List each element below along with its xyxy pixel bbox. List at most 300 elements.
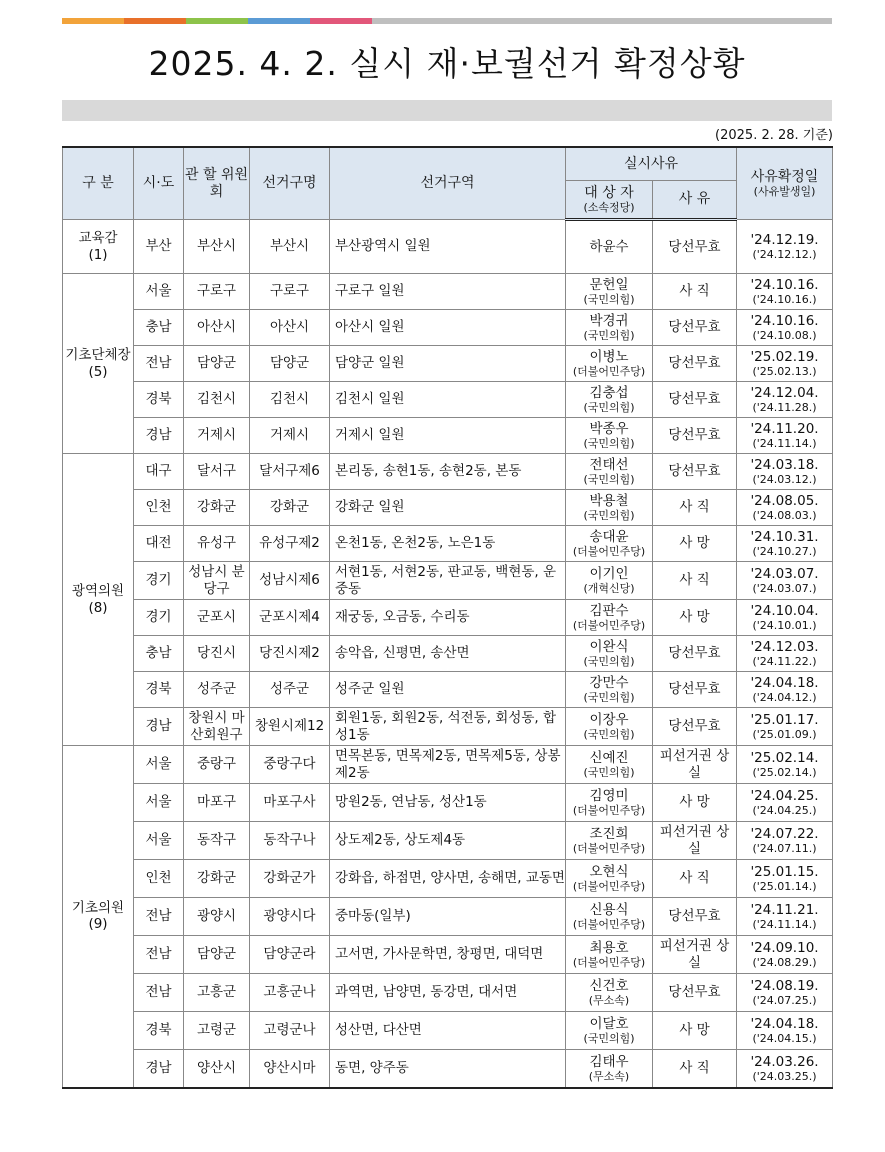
district-name-cell: 창원시제12: [250, 708, 330, 746]
committee-cell: 달서구: [184, 454, 250, 490]
target-name: 오현식: [589, 863, 629, 880]
header-target-sub: (소속정당): [583, 201, 635, 215]
confirm-date: '24.10.31.: [750, 528, 819, 545]
occur-date: ('24.04.12.): [752, 691, 817, 704]
confirm-date: '24.08.05.: [750, 492, 819, 509]
committee-cell: 고흥군: [184, 974, 250, 1012]
table-row: [63, 454, 833, 490]
district-area-cell: 강화읍, 하점면, 양사면, 송해면, 교동면: [330, 860, 566, 898]
target-cell: [566, 274, 653, 310]
sido-cell: 인천: [134, 490, 184, 526]
sido-cell: 서울: [134, 822, 184, 860]
confirm-date: '24.10.04.: [750, 602, 819, 619]
target-party: (국민의힘): [583, 766, 635, 779]
district-name-cell: 동작구나: [250, 822, 330, 860]
target-party: (국민의힘): [583, 293, 635, 306]
district-area-cell: 온천1동, 온천2동, 노은1동: [330, 526, 566, 562]
committee-cell: 고령군: [184, 1012, 250, 1050]
header-date: [737, 147, 833, 220]
confirm-date: '25.02.14.: [750, 749, 819, 766]
table-row: [63, 310, 833, 346]
stripe-segment: [186, 18, 248, 24]
reason-cell: 당선무효: [653, 382, 737, 418]
district-area-cell: 구로구 일원: [330, 274, 566, 310]
target-party: (더불어민주당): [572, 619, 646, 632]
committee-cell: 성남시 분당구: [184, 562, 250, 600]
target-cell: [566, 822, 653, 860]
base-date: (2025. 2. 28. 기준): [715, 128, 833, 143]
group-cell: [63, 220, 134, 274]
reason-cell: 사 직: [653, 274, 737, 310]
date-cell: [737, 860, 833, 898]
table-row: [63, 220, 833, 274]
date-cell: [737, 310, 833, 346]
confirm-date: '24.04.18.: [750, 1015, 819, 1032]
sido-cell: 충남: [134, 636, 184, 672]
district-name-cell: 고령군나: [250, 1012, 330, 1050]
district-area-cell: 성주군 일원: [330, 672, 566, 708]
date-cell: [737, 898, 833, 936]
district-name-cell: 광양시다: [250, 898, 330, 936]
date-cell: [737, 746, 833, 784]
reason-cell: 당선무효: [653, 898, 737, 936]
target-party: (국민의힘): [583, 509, 635, 522]
target-cell: [566, 382, 653, 418]
target-name: 이장우: [589, 711, 629, 728]
sido-cell: 경남: [134, 708, 184, 746]
sido-cell: 서울: [134, 274, 184, 310]
district-name-cell: 강화군가: [250, 860, 330, 898]
sido-cell: 부산: [134, 220, 184, 274]
occur-date: ('25.02.14.): [752, 766, 817, 779]
divider-bar: [62, 100, 832, 121]
reason-cell: 사 망: [653, 1012, 737, 1050]
group-cell: [63, 274, 134, 454]
reason-cell: 사 직: [653, 490, 737, 526]
header-target-label: 대 상 자: [584, 184, 634, 201]
header-reason: 사 유: [653, 181, 737, 220]
table-row: [63, 974, 833, 1012]
district-area-cell: 상도제2동, 상도제4동: [330, 822, 566, 860]
district-name-cell: 담양군: [250, 346, 330, 382]
reason-cell: 당선무효: [653, 418, 737, 454]
reason-cell: 당선무효: [653, 672, 737, 708]
occur-date: ('24.11.22.): [752, 655, 817, 668]
confirm-date: '24.09.10.: [750, 939, 819, 956]
confirm-date: '24.11.21.: [750, 901, 819, 918]
target-party: (무소속): [588, 994, 630, 1007]
target-cell: [566, 600, 653, 636]
page-title: 2025. 4. 2. 실시 재·보궐선거 확정상황: [148, 44, 746, 83]
confirm-date: '24.12.19.: [750, 231, 819, 248]
district-area-cell: 아산시 일원: [330, 310, 566, 346]
target-cell: [566, 974, 653, 1012]
reason-cell: 사 직: [653, 1050, 737, 1088]
target-party: (더불어민주당): [572, 804, 646, 817]
committee-cell: 담양군: [184, 346, 250, 382]
sido-cell: 전남: [134, 898, 184, 936]
reason-cell: 당선무효: [653, 346, 737, 382]
sido-cell: 경북: [134, 672, 184, 708]
target-party: (더불어민주당): [572, 365, 646, 378]
group-cell: [63, 746, 134, 1088]
target-name: 신용식: [589, 901, 629, 918]
reason-cell: 피선거권 상 실: [653, 936, 737, 974]
table-row: [63, 936, 833, 974]
occur-date: ('25.01.09.): [752, 728, 817, 741]
confirm-date: '24.10.16.: [750, 312, 819, 329]
header-date-label: 사유확정일: [750, 168, 819, 185]
group-count: (5): [88, 363, 108, 380]
committee-cell: 성주군: [184, 672, 250, 708]
target-name: 강만수: [589, 674, 629, 691]
group-count: (8): [88, 599, 108, 616]
confirm-date: '24.07.22.: [750, 825, 819, 842]
sido-cell: 경기: [134, 600, 184, 636]
committee-cell: 동작구: [184, 822, 250, 860]
table-row: [63, 346, 833, 382]
reason-cell: 피선거권 상 실: [653, 746, 737, 784]
district-area-cell: 면목본동, 면목제2동, 면목제5동, 상봉제2동: [330, 746, 566, 784]
district-name-cell: 김천시: [250, 382, 330, 418]
target-name: 김영미: [589, 787, 629, 804]
reason-cell: 당선무효: [653, 708, 737, 746]
target-name: 전태선: [589, 456, 629, 473]
reason-cell: 당선무효: [653, 636, 737, 672]
target-party: (개혁신당): [583, 582, 635, 595]
district-name-cell: 마포구사: [250, 784, 330, 822]
date-cell: [737, 220, 833, 274]
district-name-cell: 아산시: [250, 310, 330, 346]
district-area-cell: 동면, 양주동: [330, 1050, 566, 1088]
occur-date: ('24.10.27.): [752, 545, 817, 558]
confirm-date: '24.11.20.: [750, 420, 819, 437]
target-name: 문헌일: [589, 276, 629, 293]
sido-cell: 인천: [134, 860, 184, 898]
date-cell: [737, 526, 833, 562]
target-name: 하윤수: [589, 238, 629, 255]
date-cell: [737, 708, 833, 746]
sido-cell: 경기: [134, 562, 184, 600]
committee-cell: 중랑구: [184, 746, 250, 784]
confirm-date: '24.12.04.: [750, 384, 819, 401]
confirm-date: '24.12.03.: [750, 638, 819, 655]
reason-cell: 사 망: [653, 526, 737, 562]
date-cell: [737, 490, 833, 526]
district-area-cell: 회원1동, 회원2동, 석전동, 회성동, 합성1동: [330, 708, 566, 746]
date-cell: [737, 822, 833, 860]
committee-cell: 유성구: [184, 526, 250, 562]
reason-cell: 당선무효: [653, 454, 737, 490]
confirm-date: '24.03.07.: [750, 565, 819, 582]
target-name: 박용철: [589, 492, 629, 509]
target-name: 이병노: [589, 348, 629, 365]
occur-date: ('25.02.13.): [752, 365, 817, 378]
header-target: [566, 181, 653, 220]
group-label: 광역의원: [71, 583, 125, 600]
date-cell: [737, 974, 833, 1012]
target-name: 김충섭: [589, 384, 629, 401]
sido-cell: 충남: [134, 310, 184, 346]
group-label: 기초의원: [71, 900, 125, 917]
district-area-cell: 고서면, 가사문학면, 창평면, 대덕면: [330, 936, 566, 974]
target-party: (국민의힘): [583, 401, 635, 414]
committee-cell: 마포구: [184, 784, 250, 822]
committee-cell: 부산시: [184, 220, 250, 274]
confirm-date: '24.04.18.: [750, 674, 819, 691]
district-name-cell: 중랑구다: [250, 746, 330, 784]
stripe-segment: [62, 18, 124, 24]
occur-date: ('24.10.16.): [752, 293, 817, 306]
occur-date: ('24.03.07.): [752, 582, 817, 595]
district-name-cell: 군포시제4: [250, 600, 330, 636]
date-cell: [737, 784, 833, 822]
district-name-cell: 부산시: [250, 220, 330, 274]
target-cell: [566, 1012, 653, 1050]
committee-cell: 강화군: [184, 490, 250, 526]
occur-date: ('24.12.12.): [752, 248, 817, 261]
target-party: (국민의힘): [583, 329, 635, 342]
header-district-area: 선거구역: [330, 147, 566, 220]
sido-cell: 전남: [134, 974, 184, 1012]
occur-date: ('24.07.11.): [752, 842, 817, 855]
sido-cell: 전남: [134, 936, 184, 974]
target-cell: [566, 708, 653, 746]
header-date-sub: (사유발생일): [753, 185, 816, 199]
occur-date: ('24.04.15.): [752, 1032, 817, 1045]
target-party: (무소속): [588, 1069, 630, 1083]
table-row: [63, 1012, 833, 1050]
sido-cell: 서울: [134, 746, 184, 784]
table-row: [63, 784, 833, 822]
district-area-cell: 재궁동, 오금동, 수리동: [330, 600, 566, 636]
district-area-cell: 망원2동, 연남동, 성산1동: [330, 784, 566, 822]
target-name: 조진희: [589, 825, 629, 842]
date-cell: [737, 672, 833, 708]
date-cell: [737, 636, 833, 672]
table-row: [63, 672, 833, 708]
target-name: 신건호: [589, 977, 629, 994]
target-cell: [566, 346, 653, 382]
district-name-cell: 담양군라: [250, 936, 330, 974]
sido-cell: 경북: [134, 1012, 184, 1050]
header-committee: 관 할 위원회: [184, 147, 250, 220]
target-name: 신예진: [589, 749, 629, 766]
target-name: 김태우: [589, 1053, 629, 1070]
table-row: [63, 708, 833, 746]
election-table: [62, 146, 833, 1089]
target-cell: [566, 784, 653, 822]
target-party: (더불어민주당): [572, 918, 646, 931]
target-cell: [566, 898, 653, 936]
district-area-cell: 서현1동, 서현2동, 판교동, 백현동, 운중동: [330, 562, 566, 600]
header-district-name: 선거구명: [250, 147, 330, 220]
sido-cell: 대구: [134, 454, 184, 490]
sido-cell: 서울: [134, 784, 184, 822]
table-row: [63, 822, 833, 860]
district-name-cell: 당진시제2: [250, 636, 330, 672]
occur-date: ('24.10.01.): [752, 619, 817, 632]
date-cell: [737, 600, 833, 636]
reason-cell: 사 망: [653, 600, 737, 636]
target-cell: [566, 936, 653, 974]
district-area-cell: 담양군 일원: [330, 346, 566, 382]
target-name: 송대윤: [589, 528, 629, 545]
sido-cell: 경남: [134, 418, 184, 454]
district-name-cell: 달서구제6: [250, 454, 330, 490]
district-name-cell: 고흥군나: [250, 974, 330, 1012]
sido-cell: 경남: [134, 1050, 184, 1088]
reason-cell: 당선무효: [653, 310, 737, 346]
occur-date: ('24.03.12.): [752, 473, 817, 486]
reason-cell: 사 직: [653, 860, 737, 898]
confirm-date: '24.08.19.: [750, 977, 819, 994]
occur-date: ('24.08.03.): [752, 509, 817, 522]
district-area-cell: 본리동, 송현1동, 송현2동, 본동: [330, 454, 566, 490]
occur-date: ('24.04.25.): [752, 804, 817, 817]
committee-cell: 김천시: [184, 382, 250, 418]
table-row: [63, 860, 833, 898]
target-party: (국민의힘): [583, 437, 635, 450]
reason-cell: 당선무효: [653, 974, 737, 1012]
district-area-cell: 과역면, 남양면, 동강면, 대서면: [330, 974, 566, 1012]
confirm-date: '25.01.17.: [750, 711, 819, 728]
occur-date: ('24.11.14.): [752, 437, 817, 450]
target-party: (국민의힘): [583, 1032, 635, 1045]
confirm-date: '24.04.25.: [750, 787, 819, 804]
table-row: [63, 382, 833, 418]
group-count: (9): [88, 916, 108, 933]
confirm-date: '25.01.15.: [750, 863, 819, 880]
district-name-cell: 성주군: [250, 672, 330, 708]
target-party: (더불어민주당): [572, 545, 646, 558]
date-cell: [737, 936, 833, 974]
district-area-cell: 중마동(일부): [330, 898, 566, 936]
reason-cell: 사 망: [653, 784, 737, 822]
target-party: (국민의힘): [583, 728, 635, 741]
target-cell: [566, 220, 653, 274]
committee-cell: 광양시: [184, 898, 250, 936]
confirm-date: '24.03.26.: [750, 1053, 819, 1070]
header-reason-group: 실시사유: [566, 147, 737, 181]
district-name-cell: 거제시: [250, 418, 330, 454]
date-cell: [737, 562, 833, 600]
occur-date: ('24.07.25.): [752, 994, 817, 1007]
table-row: [63, 746, 833, 784]
district-area-cell: 송악읍, 신평면, 송산면: [330, 636, 566, 672]
group-cell: [63, 454, 134, 746]
sido-cell: 전남: [134, 346, 184, 382]
district-area-cell: 부산광역시 일원: [330, 220, 566, 274]
district-area-cell: 김천시 일원: [330, 382, 566, 418]
committee-cell: 창원시 마산회원구: [184, 708, 250, 746]
table-row: [63, 898, 833, 936]
stripe-segment: [372, 18, 832, 24]
table-body: [63, 220, 833, 1088]
district-area-cell: 거제시 일원: [330, 418, 566, 454]
target-cell: [566, 672, 653, 708]
target-party: (국민의힘): [583, 473, 635, 486]
occur-date: ('25.01.14.): [752, 880, 817, 893]
occur-date: ('24.03.25.): [752, 1069, 817, 1083]
committee-cell: 당진시: [184, 636, 250, 672]
confirm-date: '25.02.19.: [750, 348, 819, 365]
target-name: 최용호: [589, 939, 629, 956]
target-cell: [566, 860, 653, 898]
target-cell: [566, 562, 653, 600]
occur-date: ('24.11.14.): [752, 918, 817, 931]
confirm-date: '24.03.18.: [750, 456, 819, 473]
table-row: [63, 1050, 833, 1088]
committee-cell: 양산시: [184, 1050, 250, 1088]
committee-cell: 구로구: [184, 274, 250, 310]
sido-cell: 경북: [134, 382, 184, 418]
target-cell: [566, 1050, 653, 1088]
confirm-date: '24.10.16.: [750, 276, 819, 293]
district-area-cell: 강화군 일원: [330, 490, 566, 526]
target-party: (더불어민주당): [572, 956, 646, 969]
reason-cell: 피선거권 상 실: [653, 822, 737, 860]
committee-cell: 담양군: [184, 936, 250, 974]
date-cell: [737, 418, 833, 454]
committee-cell: 군포시: [184, 600, 250, 636]
group-label: 교육감: [78, 230, 118, 247]
committee-cell: 거제시: [184, 418, 250, 454]
date-cell: [737, 1050, 833, 1088]
target-name: 김판수: [589, 602, 629, 619]
stripe-segment: [310, 18, 372, 24]
target-party: (국민의힘): [583, 691, 635, 704]
date-cell: [737, 1012, 833, 1050]
target-cell: [566, 746, 653, 784]
target-cell: [566, 526, 653, 562]
header-sido: 시·도: [134, 147, 184, 220]
sido-cell: 대전: [134, 526, 184, 562]
target-name: 이완식: [589, 638, 629, 655]
target-cell: [566, 418, 653, 454]
header-category: 구 분: [63, 147, 134, 220]
target-cell: [566, 310, 653, 346]
table-row: [63, 636, 833, 672]
stripe-segment: [248, 18, 310, 24]
date-cell: [737, 382, 833, 418]
table-row: [63, 562, 833, 600]
table-row: [63, 526, 833, 562]
color-stripe: [62, 18, 832, 24]
target-party: (더불어민주당): [572, 842, 646, 855]
group-label: 기초단체장: [65, 347, 131, 364]
occur-date: ('24.11.28.): [752, 401, 817, 414]
district-name-cell: 구로구: [250, 274, 330, 310]
target-name: 이달호: [589, 1015, 629, 1032]
reason-cell: 사 직: [653, 562, 737, 600]
group-count: (1): [88, 246, 108, 263]
target-name: 이기인: [589, 565, 629, 582]
target-name: 박종우: [589, 420, 629, 437]
committee-cell: 아산시: [184, 310, 250, 346]
table-row: [63, 600, 833, 636]
target-cell: [566, 454, 653, 490]
table-row: [63, 490, 833, 526]
occur-date: ('24.08.29.): [752, 956, 817, 969]
target-cell: [566, 636, 653, 672]
reason-cell: 당선무효: [653, 220, 737, 274]
occur-date: ('24.10.08.): [752, 329, 817, 342]
date-cell: [737, 454, 833, 490]
district-name-cell: 유성구제2: [250, 526, 330, 562]
date-cell: [737, 346, 833, 382]
target-cell: [566, 490, 653, 526]
